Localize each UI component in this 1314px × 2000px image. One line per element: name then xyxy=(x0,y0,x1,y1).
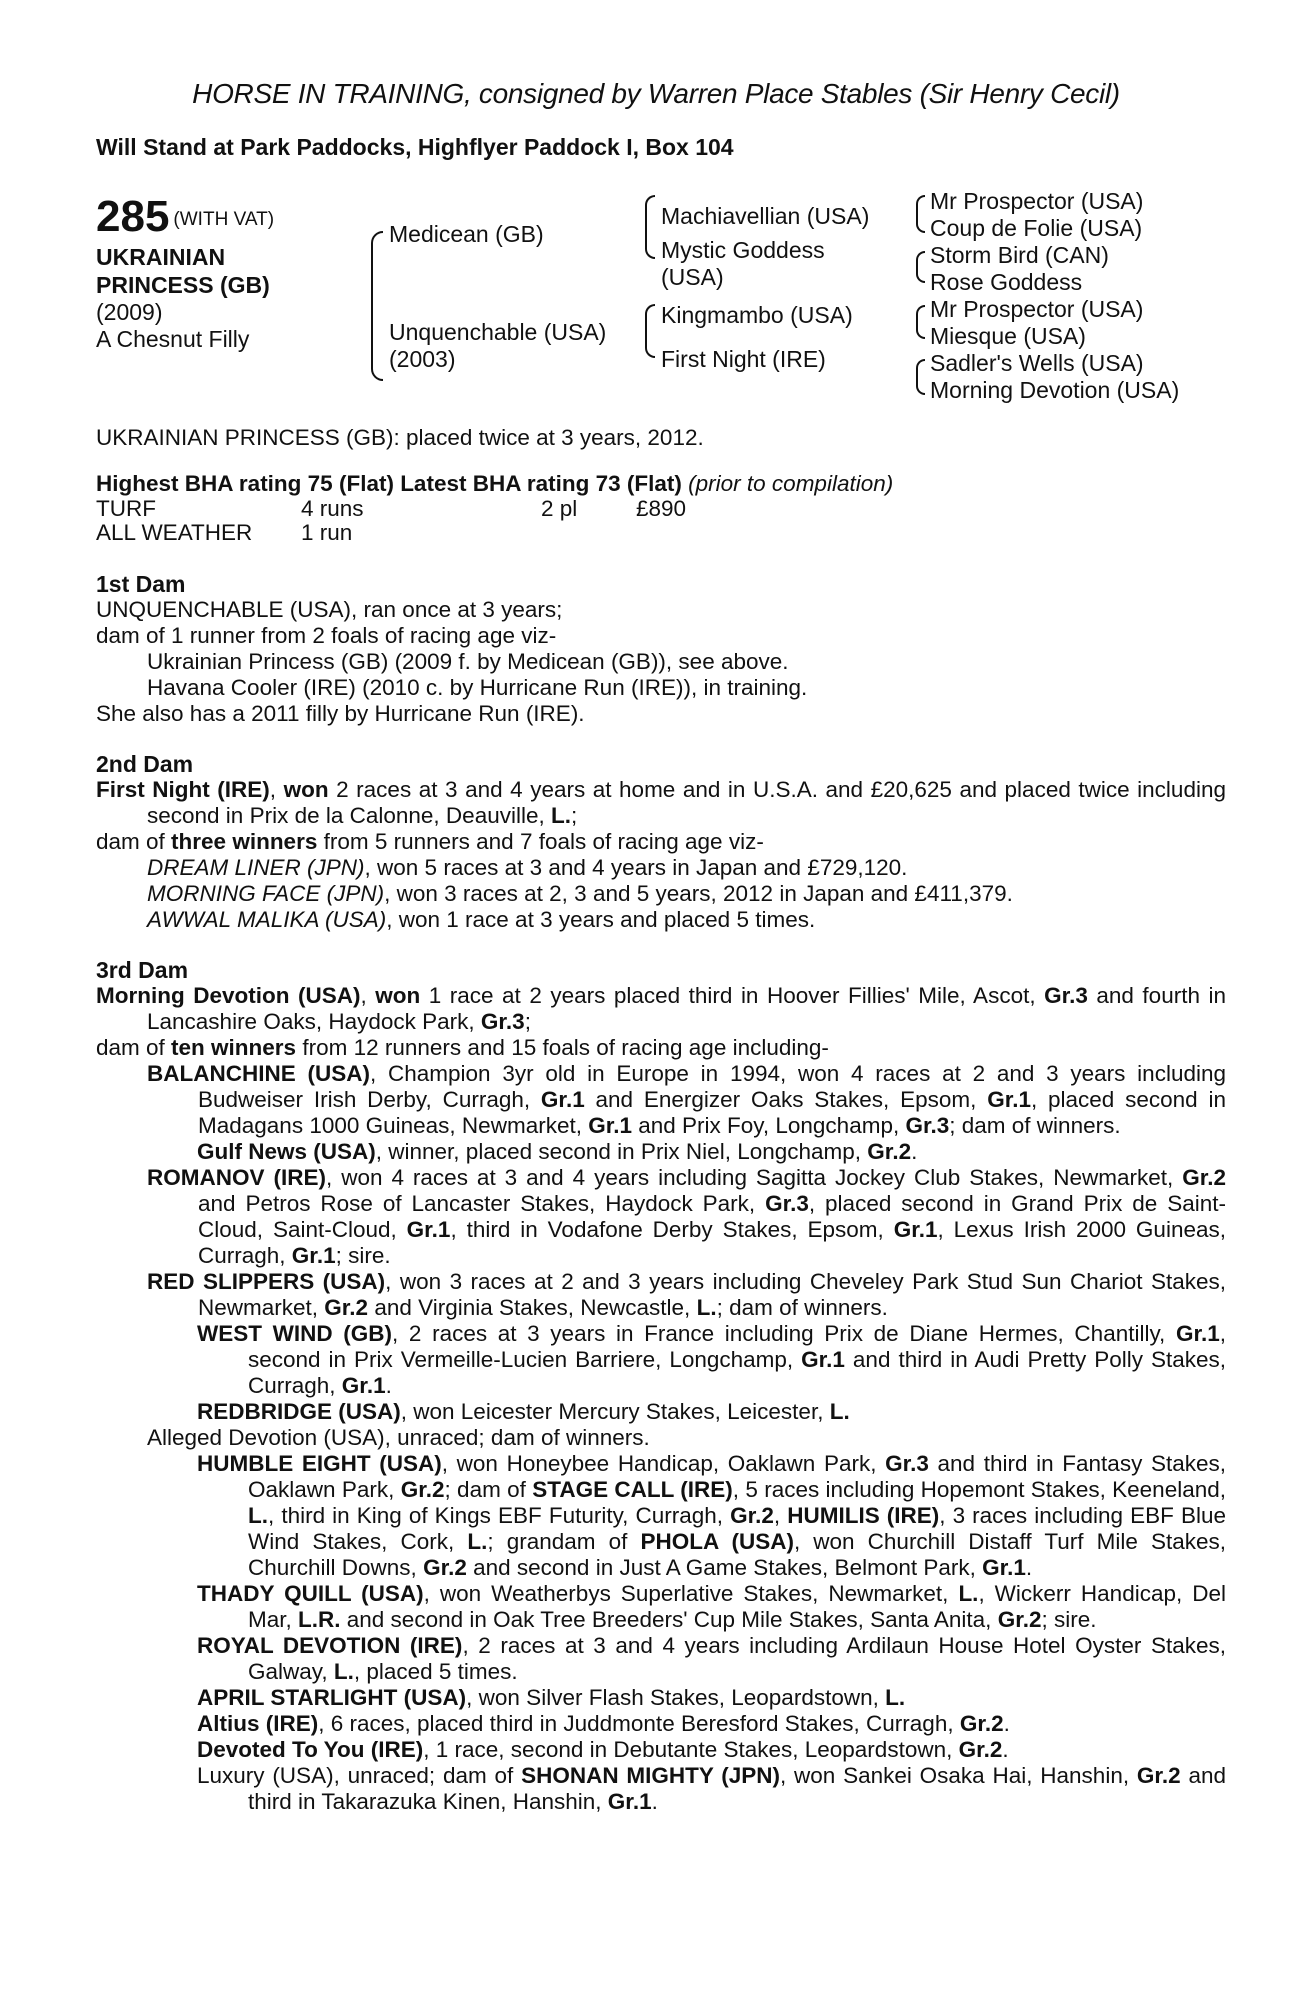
third-dam-section xyxy=(96,957,1226,1815)
grade: L. xyxy=(333,1659,354,1684)
record-text: dam of xyxy=(96,829,172,854)
record-text: , xyxy=(773,1503,788,1528)
grade: L. xyxy=(248,1503,268,1528)
record-text: , placed second in Madagans 1000 Guineas, Newmarket, xyxy=(198,1087,1226,1138)
catalogue-page xyxy=(96,78,1226,1815)
progeny-name: PHOLA (USA) xyxy=(640,1529,794,1554)
progeny-humble-eight xyxy=(96,1451,1226,1581)
record-text: ; dam of xyxy=(444,1477,533,1502)
stand-location: Will Stand at Park Paddocks, Highflyer Paddock I, Box 104 xyxy=(96,134,734,160)
record-text: ; grandam of xyxy=(487,1529,641,1554)
pedigree-table xyxy=(96,188,1226,431)
horse-year: (2009) xyxy=(96,299,163,325)
grade: Gr.2 xyxy=(997,1607,1042,1632)
second-dam-record: First Night (IRE), won 2 races at 3 and 4 years at home and in U.S.A. and £20,625 and placed twice including second in Prix de la Calonne, Deauville, L.; xyxy=(96,777,1226,828)
record-text: , won Weatherbys Superlative Stakes, Newmarket, xyxy=(423,1581,959,1606)
progeny-name: ROYAL DEVOTION (IRE) xyxy=(197,1633,463,1658)
grade: L. xyxy=(829,1399,850,1424)
progeny-alleged-devotion: Alleged Devotion (USA), unraced; dam of winners. xyxy=(147,1425,650,1450)
brace-sire-bottom xyxy=(645,225,655,259)
third-dam-produce xyxy=(96,1035,1226,1061)
record-text: , Champion 3yr old in Europe in 1994, won 4 races at 2 and 3 years including Budweiser Irish Derby, Curragh, xyxy=(198,1061,1226,1112)
record-text: ; xyxy=(570,803,578,828)
progeny-name: THADY QUILL (USA) xyxy=(197,1581,424,1606)
grandparent-1: Mr Prospector (USA) xyxy=(930,188,1144,214)
runs-placed: 2 pl xyxy=(541,496,578,521)
record-text: , won 1 race at 3 years and placed 5 times. xyxy=(386,907,816,932)
record-text: and second in Just A Game Stakes, Belmont Park, xyxy=(466,1555,983,1580)
record-text: and third in Audi Pretty Polly Stakes, Curragh, xyxy=(248,1347,1226,1398)
record-text: , won Churchill Distaff Turf Mile Stakes, Churchill Downs, xyxy=(248,1529,1226,1580)
record-text: Luxury (USA), unraced; dam of xyxy=(197,1763,522,1788)
grade: Gr.2 xyxy=(400,1477,445,1502)
grade: Gr.2 xyxy=(324,1295,369,1320)
record-text: from 12 runners and 15 foals of racing age including- xyxy=(296,1035,829,1060)
brace-dam-bottom xyxy=(645,326,655,358)
record-text: and fourth in Lancashire Oaks, Haydock Park, xyxy=(147,983,1226,1034)
runs-row-allweather xyxy=(96,521,1226,545)
first-dam-heading: 1st Dam xyxy=(96,571,186,597)
grade: L. xyxy=(467,1529,488,1554)
grade: Gr.1 xyxy=(893,1217,938,1242)
brace-top xyxy=(371,231,383,303)
record-text: . xyxy=(385,1373,392,1398)
grade: Gr.2 xyxy=(867,1139,912,1164)
grade: Gr.3 xyxy=(765,1191,809,1216)
record-text: , won Sankei Osaka Hai, Hanshin, xyxy=(779,1763,1137,1788)
progeny-line xyxy=(96,881,1226,907)
progeny-name: MORNING FACE (JPN) xyxy=(147,881,385,906)
progeny-romanov xyxy=(96,1165,1226,1269)
first-dam-foal: Havana Cooler (IRE) (2010 c. by Hurricane Run (IRE)), in training. xyxy=(147,675,808,700)
first-dam-foal: Ukrainian Princess (GB) (2009 f. by Medicean (GB)), see above. xyxy=(147,649,789,674)
record-text: , won Honeybee Handicap, Oaklawn Park, xyxy=(441,1451,886,1476)
grade: L. xyxy=(885,1685,906,1710)
record-text: , won 3 races at 2, 3 and 5 years, 2012 in Japan and £411,379. xyxy=(384,881,1013,906)
second-dam-produce xyxy=(96,829,1226,855)
progeny-name: SHONAN MIGHTY (JPN) xyxy=(521,1763,780,1788)
record-text: ; dam of winners. xyxy=(716,1295,888,1320)
horse-name-line2: PRINCESS (GB) xyxy=(96,272,270,298)
dam-name: First Night (IRE) xyxy=(96,777,270,802)
grade: Gr.1 xyxy=(1175,1321,1220,1346)
grade: Gr.3 xyxy=(1044,983,1088,1008)
progeny-royal-devotion xyxy=(96,1633,1226,1685)
first-dam-line: dam of 1 runner from 2 foals of racing age viz- xyxy=(96,623,557,648)
record-text: 2 races at 3 and 4 years at home and in U.S.A. and £20,625 and placed twice including second in Prix de la Calonne, Deauville, xyxy=(147,777,1226,828)
record-text: , winner, placed second in Prix Niel, Longchamp, xyxy=(375,1139,868,1164)
record-text: and second in Oak Tree Breeders' Cup Mile Stakes, Santa Anita, xyxy=(340,1607,998,1632)
progeny-balanchine xyxy=(96,1061,1226,1139)
sire: Medicean (GB) xyxy=(389,221,544,247)
grade: Gr.1 xyxy=(291,1243,336,1268)
record-text: and third in Fantasy Stakes, Oaklawn Park, xyxy=(248,1451,1226,1502)
progeny-name: STAGE CALL (IRE) xyxy=(532,1477,733,1502)
third-dam-heading: 3rd Dam xyxy=(96,957,189,983)
grade: Gr.2 xyxy=(730,1503,774,1528)
record-text: and Virginia Stakes, Newcastle, xyxy=(368,1295,697,1320)
sire-sire: Machiavellian (USA) xyxy=(661,203,870,229)
race-summary: UKRAINIAN PRINCESS (GB): placed twice at 3 years, 2012. xyxy=(96,425,704,450)
progeny-name: WEST WIND (GB) xyxy=(197,1321,393,1346)
grandparent-4: Rose Goddess xyxy=(930,269,1083,295)
grade: L. xyxy=(696,1295,717,1320)
record-text: . xyxy=(1002,1737,1009,1762)
runs-count: 4 runs xyxy=(301,496,364,521)
brace-g78-bottom xyxy=(916,373,925,395)
horse-description: A Chesnut Filly xyxy=(96,326,250,352)
grade: Gr.2 xyxy=(423,1555,467,1580)
brace-g56-bottom xyxy=(916,319,925,339)
record-text: , placed second in Grand Prix de Saint-Cloud, Saint-Cloud, xyxy=(198,1191,1226,1242)
progeny-luxury xyxy=(96,1763,1226,1815)
record-text: , 2 races at 3 and 4 years including Ardilaun House Hotel Oyster Stakes, Galway, xyxy=(248,1633,1226,1684)
record-text: from 5 runners and 7 foals of racing age viz- xyxy=(317,829,764,854)
progeny-devoted-to-you xyxy=(96,1737,1226,1763)
record-text: , 1 race, second in Debutante Stakes, Leopardstown, xyxy=(423,1737,959,1762)
lot-number-line xyxy=(96,192,275,241)
sire-dam-1: Mystic Goddess xyxy=(661,237,825,263)
grade: Gr.1 xyxy=(540,1087,585,1112)
brace-g12-top xyxy=(916,195,925,215)
grandparent-3: Storm Bird (CAN) xyxy=(930,242,1109,268)
grade: Gr.1 xyxy=(341,1373,386,1398)
second-dam-heading: 2nd Dam xyxy=(96,751,194,777)
dam: Unquenchable (USA) xyxy=(389,319,607,345)
runs-count: 1 run xyxy=(301,520,353,545)
record-text: dam of xyxy=(96,1035,172,1060)
rating-bold: Highest BHA rating 75 (Flat) Latest BHA rating 73 (Flat) xyxy=(96,471,682,496)
runs-row-turf xyxy=(96,497,1226,521)
brace-sire-top xyxy=(645,195,655,227)
record-text: , second in Prix Vermeille-Lucien Barriere, Longchamp, xyxy=(248,1321,1226,1372)
page-header: HORSE IN TRAINING, consigned by Warren Place Stables (Sir Henry Cecil) xyxy=(192,78,1120,109)
record-text: and Petros Rose of Lancaster Stakes, Haydock Park, xyxy=(198,1191,766,1216)
winners-count: ten winners xyxy=(171,1035,297,1060)
record-text: 1 race at 2 years placed third in Hoover Fillies' Mile, Ascot, xyxy=(420,983,1045,1008)
grade: L.R. xyxy=(298,1607,341,1632)
brace-dam-top xyxy=(645,304,655,328)
grade: Gr.1 xyxy=(801,1347,845,1372)
progeny-red-slippers xyxy=(96,1269,1226,1321)
rating-line xyxy=(96,471,1226,497)
dam-name: Morning Devotion (USA) xyxy=(96,983,361,1008)
progeny-name: DREAM LINER (JPN) xyxy=(147,855,365,880)
grade: Gr.1 xyxy=(987,1087,1031,1112)
progeny-name: HUMBLE EIGHT (USA) xyxy=(197,1451,442,1476)
progeny-name: RED SLIPPERS (USA) xyxy=(147,1269,386,1294)
progeny-name: ROMANOV (IRE) xyxy=(147,1165,326,1190)
record-text: ; sire. xyxy=(1041,1607,1097,1632)
second-dam-section xyxy=(96,751,1226,933)
brace-g12-bottom xyxy=(916,213,925,233)
dam-year: (2003) xyxy=(389,346,456,372)
won-label: won xyxy=(283,777,329,802)
record-text: , Wickerr Handicap, Del Mar, xyxy=(248,1581,1226,1632)
record-text: and Prix Foy, Longchamp, xyxy=(632,1113,906,1138)
won-label: won xyxy=(375,983,421,1008)
record-text: and third in Takarazuka Kinen, Hanshin, xyxy=(248,1763,1226,1814)
grandparent-8: Morning Devotion (USA) xyxy=(930,377,1180,403)
record-text: , 2 races at 3 years in France including Prix de Diane Hermes, Chantilly, xyxy=(392,1321,1176,1346)
record-text: , third in King of Kings EBF Futurity, Curragh, xyxy=(268,1503,731,1528)
progeny-west-wind xyxy=(96,1321,1226,1399)
rating-note: (prior to compilation) xyxy=(688,471,894,496)
grade: Gr.1 xyxy=(588,1113,632,1138)
grade: Gr.1 xyxy=(607,1789,652,1814)
winners-count: three winners xyxy=(171,829,318,854)
record-text: , Lexus Irish 2000 Guineas, Curragh, xyxy=(198,1217,1226,1268)
record-text: and Energizer Oaks Stakes, Epsom, xyxy=(584,1087,988,1112)
record-text: , placed 5 times. xyxy=(353,1659,518,1684)
progeny-line xyxy=(96,907,1226,933)
vat-label: (WITH VAT) xyxy=(173,209,275,230)
dam-dam: First Night (IRE) xyxy=(661,346,826,372)
record-text: ; xyxy=(524,1009,531,1034)
third-dam-record: Morning Devotion (USA), won 1 race at 2 years placed third in Hoover Fillies' Mile, Ascot, Gr.3 and fourth in Lancashire Oaks, Haydock Park, Gr.3; xyxy=(96,983,1226,1034)
brace-bottom xyxy=(371,301,383,381)
progeny-name: REDBRIDGE (USA) xyxy=(197,1399,401,1424)
runs-surface: ALL WEATHER xyxy=(96,520,253,545)
lot-number: 285 xyxy=(96,192,170,241)
record-text: ; dam of winners. xyxy=(949,1113,1121,1138)
progeny-redbridge xyxy=(96,1399,1226,1425)
record-text: . xyxy=(1025,1555,1033,1580)
brace-g34-bottom xyxy=(916,265,925,283)
dam-sire: Kingmambo (USA) xyxy=(661,302,853,328)
grade: Gr.1 xyxy=(406,1217,451,1242)
grade: Gr.2 xyxy=(958,1737,1003,1762)
record-text: , third in Vodafone Derby Stakes, Epsom, xyxy=(450,1217,894,1242)
progeny-gulf-news xyxy=(96,1139,1226,1165)
record-text: , 6 races, placed third in Juddmonte Beresford Stakes, Curragh, xyxy=(318,1711,960,1736)
progeny-name: HUMILIS (IRE) xyxy=(787,1503,940,1528)
record-text: , won Silver Flash Stakes, Leopardstown, xyxy=(466,1685,886,1710)
progeny-name: Devoted To You (IRE) xyxy=(197,1737,424,1762)
record-text: , 3 races including EBF Blue Wind Stakes, Cork, xyxy=(248,1503,1226,1554)
record-text: . xyxy=(651,1789,658,1814)
progeny-name: AWWAL MALIKA (USA) xyxy=(147,907,387,932)
grade: Gr.1 xyxy=(982,1555,1026,1580)
progeny-name: Gulf News (USA) xyxy=(197,1139,376,1164)
grade: Gr.3 xyxy=(885,1451,929,1476)
grade: Gr.3 xyxy=(480,1009,525,1034)
grandparent-7: Sadler's Wells (USA) xyxy=(930,350,1144,376)
runs-surface: TURF xyxy=(96,496,156,521)
grandparent-5: Mr Prospector (USA) xyxy=(930,296,1144,322)
record-text: . xyxy=(911,1139,918,1164)
rating-section xyxy=(96,471,1226,545)
first-dam-line: She also has a 2011 filly by Hurricane Run (IRE). xyxy=(96,701,585,726)
record-text: , won 3 races at 2 and 3 years including Cheveley Park Stud Sun Chariot Stakes, Newmarket, xyxy=(198,1269,1226,1320)
progeny-line xyxy=(96,855,1226,881)
grade: Gr.2 xyxy=(1136,1763,1181,1788)
record-text: , won 5 races at 3 and 4 years in Japan and £729,120. xyxy=(364,855,908,880)
progeny-thady-quill xyxy=(96,1581,1226,1633)
record-text: , won Leicester Mercury Stakes, Leicester, xyxy=(400,1399,830,1424)
progeny-altius xyxy=(96,1711,1226,1737)
record-text: , won 4 races at 3 and 4 years including Sagitta Jockey Club Stakes, Newmarket, xyxy=(325,1165,1183,1190)
grade: L. xyxy=(958,1581,979,1606)
progeny-name: APRIL STARLIGHT (USA) xyxy=(197,1685,467,1710)
progeny-april-starlight xyxy=(96,1685,1226,1711)
grade: Gr.3 xyxy=(905,1113,950,1138)
record-text: , 5 races including Hopemont Stakes, Keeneland, xyxy=(732,1477,1227,1502)
grandparent-2: Coup de Folie (USA) xyxy=(930,215,1143,241)
progeny-name: Altius (IRE) xyxy=(197,1711,319,1736)
first-dam-line: UNQUENCHABLE (USA), ran once at 3 years; xyxy=(96,597,563,622)
grandparent-6: Miesque (USA) xyxy=(930,323,1086,349)
runs-money: £890 xyxy=(636,496,687,521)
record-text: ; sire. xyxy=(335,1243,391,1268)
record-text: . xyxy=(1003,1711,1010,1736)
horse-name-line1: UKRAINIAN xyxy=(96,244,226,270)
grade: Gr.2 xyxy=(1182,1165,1226,1190)
progeny-name: BALANCHINE (USA) xyxy=(147,1061,370,1086)
grade: L. xyxy=(550,803,571,828)
sire-dam-2: (USA) xyxy=(661,264,724,290)
first-dam-section xyxy=(96,571,1226,727)
grade: Gr.2 xyxy=(959,1711,1004,1736)
